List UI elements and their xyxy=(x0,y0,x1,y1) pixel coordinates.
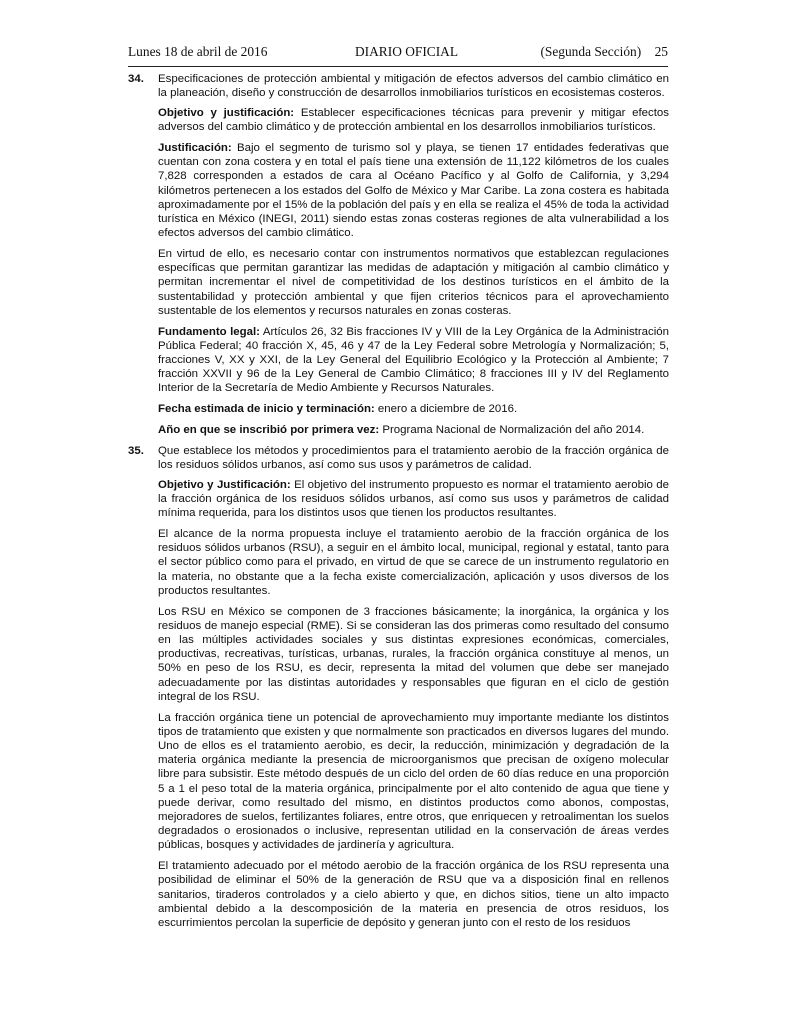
objective-paragraph xyxy=(158,478,669,521)
item-title: Especificaciones de protección ambiental y mitigación de efectos adversos del cambio climático en la planeación, diseño y construcción de desarrollos inmobiliarios turísticos en ecosistemas costeros. xyxy=(158,73,669,100)
body-paragraph: El tratamiento adecuado por el método aerobio de la fracción orgánica de los RSU representa una posibilidad de eliminar el 50% de la generación de RSU que va a disposición final en rellenos sanitarios, tiraderos controlados y a cielo abierto y que, en dichos sitios, tiene un alto impacto ambiental debido a la descomposición de la materia en presencia de otros residuos, los escurrimientos percolan la superficie de depósito y generan junto con el resto de los residuos xyxy=(158,860,669,930)
justification-text: Bajo el segmento de turismo sol y playa, se tienen 17 entidades federativas que cuentan con zona costera y en total el país tiene una extensión de 11,122 kilómetros de los cuales 7,828 corresponden a estados de cara al Océano Pacífico y al Golfo de California, y 3,294 kilómetros pertenecen a los estados del Golfo de México y Mar Caribe. La zona costera es habitada aproximadamente por el 15% de la población del país y en ella se realiza el 45% de toda la actividad turística en México (INEGI, 2011) siendo estas zonas costeras regiones de alta vulnerabilidad a los efectos adversos del cambio climático. xyxy=(158,142,669,240)
list-item-34 xyxy=(128,72,669,437)
header-divider xyxy=(128,66,668,67)
item-number: 35. xyxy=(128,444,144,457)
body-paragraph: El alcance de la norma propuesta incluye el tratamiento aerobio de la fracción orgánica de los residuos sólidos urbanos (RSU), a seguir en el ámbito local, municipal, regional y estatal, tanto para el sector público como para el privado, en virtud de que se carece de un instrumento regulatorio en la materia, no obstante que a la fecha existe comercialización, aplicación y usos diversos de los productos resultantes. xyxy=(158,528,669,597)
item-title: Que establece los métodos y procedimientos para el tratamiento aerobio de la fracción orgánica de los residuos sólidos urbanos, así como sus usos y parámetros de calidad. xyxy=(158,444,669,472)
body-paragraph: La fracción orgánica tiene un potencial de aprovechamiento muy importante mediante los distintos tipos de tratamiento que existen y que normalmente son practicados en diversos lugares del mundo. Uno de ellos es el tratamiento aerobio, es decir, la reducción, minimización y degradación de la materia orgánica mediante la presencia de microorganismos que precisan de oxígeno molecular libre para subsistir. Este método después de un ciclo del orden de 60 días reduce en una proporción 5 a 1 el peso total de la materia orgánica, principalmente por el alto contenido de agua que tiene y puede derivar, como resultado del mismo, en distintos productos como abonos, compostas, mejoradores de suelos, fertilizantes foliares, entre otros, que enriquecen y retroalimentan los suelos degradados o erosionados o inclusive, representan utilidad en la conservación de áreas verdes públicas, bosques y actividades de jardinería y agricultura. xyxy=(158,711,669,852)
header-publication: DIARIO OFICIAL xyxy=(355,44,459,59)
objective-text: Establecer especificaciones técnicas para prevenir y mitigar efectos adversos del cambio climático y de protección ambiental en los desarrollos inmobiliarios turísticos. xyxy=(158,107,670,134)
date-paragraph xyxy=(158,402,669,416)
document-body xyxy=(128,72,669,937)
objective-paragraph xyxy=(158,106,669,134)
header-section: (Segunda Sección) xyxy=(540,44,642,59)
body-paragraph: Los RSU en México se componen de 3 fracciones básicamente; la inorgánica, la orgánica y los residuos de manejo especial (RME). Si se consideran las dos primeras como resultado del consumo en las múltiples actividades sociales y sus distintas expresiones económicas, comerciales, productivas, recreativas, turísticas, urbanas, rurales, la fracción orgánica constituye al menos, un 50% en peso de los RSU, es decir, representa la mitad del volumen que debe ser manejado adecuadamente por las distintas autoridades y responsables que figuran en el ciclo de gestión integral de los RSU. xyxy=(158,605,669,703)
justification-label: Justificación: xyxy=(158,142,232,154)
objective-label: Objetivo y Justificación: xyxy=(158,478,291,491)
objective-text: El objetivo del instrumento propuesto es normar el tratamiento aerobio de la fracción orgánica de los residuos sólidos urbanos, así como sus usos y parámetros de calidad mínima requerida, para los distintos usos que tienen los productos resultantes. xyxy=(158,478,669,520)
year-label: Año en que se inscribió por primera vez: xyxy=(158,424,380,437)
objective-label: Objetivo y justificación: xyxy=(158,107,295,119)
legal-text: Artículos 26, 32 Bis fracciones IV y VIII de la Ley Orgánica de la Administración Pública Federal; 40 fracción X, 45, 46 y 47 de la Ley Federal sobre Metrología y Normalización; 5, fracciones V, XX y XXI, de la Ley General del Equilibrio Ecológico y la Protección al Ambiente; 7 fracción XXVII y 96 de la Ley General de Cambio Climático; 8 fracciones III y IV del Reglamento Interior de la Secretaría de Medio Ambiente y Recursos Naturales. xyxy=(158,325,669,395)
page-header xyxy=(128,44,668,62)
legal-paragraph xyxy=(158,325,669,396)
justification-paragraph xyxy=(158,141,669,240)
year-text: Programa Nacional de Normalización del año 2014. xyxy=(379,424,645,437)
date-text: enero a diciembre de 2016. xyxy=(374,403,518,416)
year-paragraph xyxy=(158,423,669,437)
header-date: Lunes 18 de abril de 2016 xyxy=(128,44,268,59)
header-section-page xyxy=(540,44,668,60)
list-item-35 xyxy=(128,444,669,930)
item-number: 34. xyxy=(128,73,144,85)
legal-label: Fundamento legal: xyxy=(158,325,260,338)
date-label: Fecha estimada de inicio y terminación: xyxy=(158,403,375,416)
header-page-number: 25 xyxy=(654,44,668,59)
body-paragraph: En virtud de ello, es necesario contar con instrumentos normativos que establezcan regulaciones específicas que permitan garantizar las medidas de adaptación y mitigación al cambio climático y permitan incrementar el nivel de competitividad de los destinos turísticos en el ámbito de la sustentabilidad y protección ambiental y que fijen criterios técnicos para el aprovechamiento sustentable de los elementos y recursos naturales en zonas costeras. xyxy=(158,248,669,317)
